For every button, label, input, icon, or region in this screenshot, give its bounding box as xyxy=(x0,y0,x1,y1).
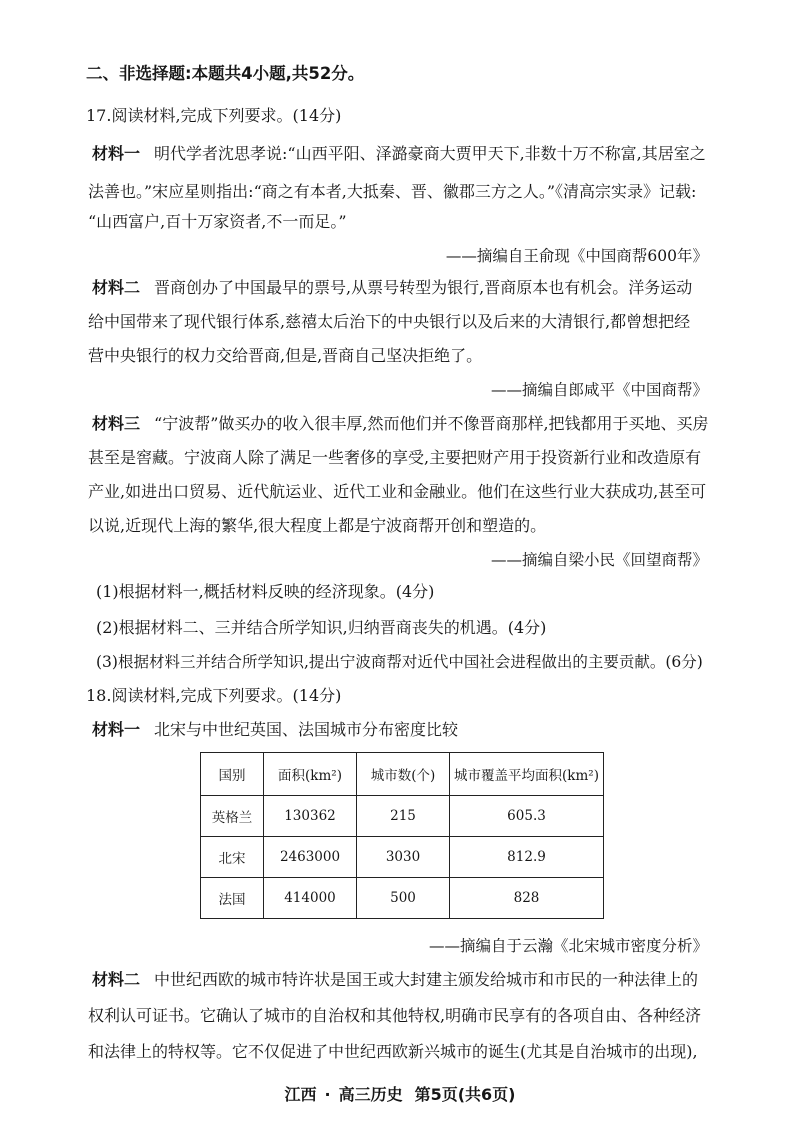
city-density-table xyxy=(200,752,604,919)
table-cell: 北宋 xyxy=(201,837,264,878)
q17-material1-line1 xyxy=(92,142,706,166)
section-header: 二、非选择题:本题共4小题,共52分。 xyxy=(86,64,365,83)
q17-material2-label: 材料二 xyxy=(92,278,141,297)
table-row xyxy=(201,837,604,878)
table-row xyxy=(201,878,604,919)
q17-material3-label: 材料三 xyxy=(92,414,141,433)
q17-material3-line4: 以说,近现代上海的繁华,很大程度上都是宁波商帮开创和塑造的。 xyxy=(88,516,547,535)
table-header-row xyxy=(201,753,604,796)
table-header-cell: 国别 xyxy=(201,753,264,796)
table-cell: 500 xyxy=(357,878,450,919)
q17-material1-line2: 法善也。”宋应星则指出:“商之有本者,大抵秦、晋、徽郡三方之人。”《清高宗实录》记载: xyxy=(88,182,697,201)
q18-material2-label: 材料二 xyxy=(92,970,141,989)
table-cell: 2463000 xyxy=(264,837,357,878)
q17-material3-text: “宁波帮”做买办的收入很丰厚,然而他们并不像晋商那样,把钱都用于买地、买房 xyxy=(154,414,709,433)
q17-material2-line3: 营中央银行的权力交给晋商,但是,晋商自己坚决拒绝了。 xyxy=(88,346,483,365)
q17-material2-text: 晋商创办了中国最早的票号,从票号转型为银行,晋商原本也有机会。洋务运动 xyxy=(154,278,693,297)
q17-material1-label: 材料一 xyxy=(92,144,141,163)
q18-material1-label: 材料一 xyxy=(92,720,141,739)
q18-material1-caption: 北宋与中世纪英国、法国城市分布密度比较 xyxy=(154,720,459,739)
q17-material2-line2: 给中国带来了现代银行体系,慈禧太后治下的中央银行以及后来的大清银行,都曾想把经 xyxy=(88,312,691,331)
table-cell: 414000 xyxy=(264,878,357,919)
table-cell: 828 xyxy=(450,878,604,919)
table-cell: 812.9 xyxy=(450,837,604,878)
q18-title: 18.阅读材料,完成下列要求。(14分) xyxy=(86,686,342,705)
table-cell: 130362 xyxy=(264,796,357,837)
q18-material1-source: ——摘编自于云瀚《北宋城市密度分析》 xyxy=(428,937,708,955)
footer-region: 江西 xyxy=(284,1085,317,1104)
table-cell: 605.3 xyxy=(450,796,604,837)
table-row xyxy=(201,796,604,837)
table-header-cell: 面积(km²) xyxy=(264,753,357,796)
table-header-cell: 城市数(个) xyxy=(357,753,450,796)
q17-material1-line3: “山西富户,百十万家资者,不一而足。” xyxy=(88,212,347,231)
q17-material2-source: ——摘编自郎咸平《中国商帮》 xyxy=(490,381,708,399)
q17-question-3: (3)根据材料三并结合所学知识,提出宁波商帮对近代中国社会进程做出的主要贡献。(6分) xyxy=(96,653,703,671)
table-cell: 英格兰 xyxy=(201,796,264,837)
q17-material1-source: ——摘编自王俞现《中国商帮600年》 xyxy=(445,247,708,265)
table-header-cell: 城市覆盖平均面积(km²) xyxy=(450,753,604,796)
q17-material3-line1 xyxy=(92,412,709,436)
footer-page: 第5页(共6页) xyxy=(414,1085,516,1104)
footer-dot: · xyxy=(324,1085,331,1104)
q17-material1-text: 明代学者沈思孝说:“山西平阳、泽潞豪商大贾甲天下,非数十万不称富,其居室之 xyxy=(154,144,706,163)
table-cell: 3030 xyxy=(357,837,450,878)
q18-material2-text: 中世纪西欧的城市特许状是国王或大封建主颁发给城市和市民的一种法律上的 xyxy=(154,970,699,989)
page-footer xyxy=(0,1082,800,1105)
q17-material2-line1 xyxy=(92,276,692,300)
table-cell: 215 xyxy=(357,796,450,837)
q18-material2-line1 xyxy=(92,968,698,992)
q17-material3-line3: 产业,如进出口贸易、近代航运业、近代工业和金融业。他们在这些行业大获成功,甚至可 xyxy=(88,482,707,501)
table-cell: 法国 xyxy=(201,878,264,919)
q17-material3-source: ——摘编自梁小民《回望商帮》 xyxy=(490,551,708,569)
q17-question-2: (2)根据材料二、三并结合所学知识,归纳晋商丧失的机遇。(4分) xyxy=(96,618,547,637)
q18-material2-line2: 权利认可证书。它确认了城市的自治权和其他特权,明确市民享有的各项自由、各种经济 xyxy=(88,1006,702,1025)
q18-material1-caption-line xyxy=(92,718,458,742)
q17-question-1: (1)根据材料一,概括材料反映的经济现象。(4分) xyxy=(96,582,435,601)
q18-material2-line3: 和法律上的特权等。它不仅促进了中世纪西欧新兴城市的诞生(尤其是自治城市的出现), xyxy=(88,1042,698,1061)
footer-subject: 高三历史 xyxy=(338,1085,403,1104)
q17-title: 17.阅读材料,完成下列要求。(14分) xyxy=(86,106,342,125)
q17-material3-line2: 甚至是窖藏。宁波商人除了满足一些奢侈的享受,主要把财产用于投资新行业和改造原有 xyxy=(88,448,702,467)
